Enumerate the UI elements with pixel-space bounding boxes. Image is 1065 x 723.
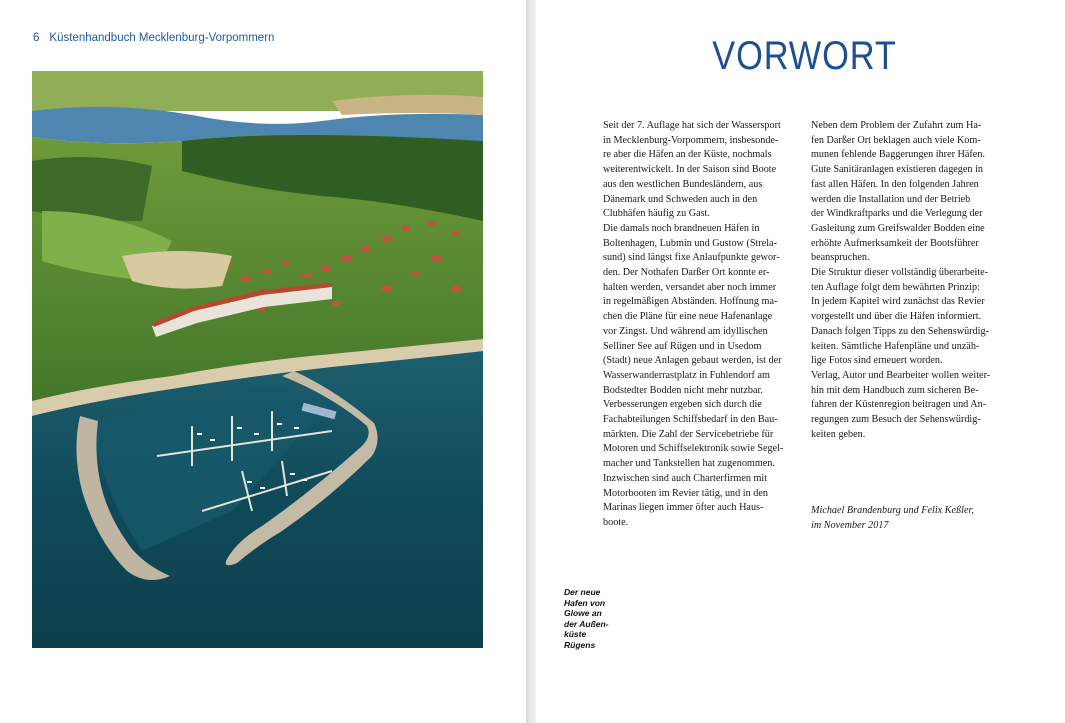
- paragraph: Die Struktur dieser vollständig überarbeite- ten Auflage folgt dem bewährten Prinzip: In jedem Kapitel wird zunächst das Revier vorgestellt und über die Häfen informiert. Danach folgen Tipps zu den Sehenswürdig- keiten. Sämtliche Hafenpläne und unzäh- lige Fotos sind erneuert worden.: [811, 267, 989, 367]
- text-column-right: [811, 119, 1011, 442]
- right-page: [536, 0, 1065, 723]
- photo-caption: Der neue Hafen von Glowe an der Außen- küste Rügens: [564, 587, 609, 650]
- aerial-harbor-photo: [32, 71, 483, 648]
- book-gutter: [526, 0, 536, 723]
- page-number: 6: [33, 32, 40, 44]
- paragraph: Die damals noch brandneuen Häfen in Boltenhagen, Lubmin und Gustow (Strela- sund) sind längst fixe Anlaufpunkte gewor- den. Der Nothafen Darßer Ort konnte er- halten werden, versandet aber noch immer in regelmäßigen Abständen. Hoffnung ma- chen die Pläne für eine neue Hafenanlage vor Zingst. Und während am idyllischen Selliner See auf Rügen und in Usedom (Stadt) neue Anlagen gebaut werden, ist der Wasserwanderrastplatz in Fuhlendorf am Bodstedter Bodden nicht mehr nutzbar. Verbesserungen ergeben sich durch die Fachabteilungen Schiffsbedarf in den Bau- märkten. Die Zahl der Servicebetriebe für Motoren und Schiffselektronik sowie Segel- macher und Tankstellen hat zugenommen. Inzwischen sind auch Charterfirmen mit Motorbooten im Revier tätig, und in den Marinas liegen immer öfter auch Haus- boote.: [603, 222, 784, 528]
- page-title: VORWORT: [712, 34, 897, 78]
- text-column-left: [603, 119, 803, 531]
- running-head-title: Küstenhandbuch Mecklenburg-Vorpommern: [49, 32, 275, 44]
- paragraph: Seit der 7. Auflage hat sich der Wassersport in Mecklenburg-Vorpommern, insbesonde- re aber die Häfen an der Küste, nochmals weiterentwickelt. In der Saison sind Boote aus den westlichen Bundesländern, aus Dänemark und Schweden auch in den Clubhäfen häufig zu Gast.: [603, 120, 781, 220]
- running-head: [33, 32, 274, 44]
- paragraph: Neben dem Problem der Zufahrt zum Ha- fen Darßer Ort beklagen auch viele Kom- munen fehlende Baggerungen ihrer Häfen. Gute Sanitäranlagen existieren dagegen in fast allen Häfen. In den folgenden Jahren werden die Installation und der Betrieb der Windkraftparks und die Verlegung der Gasleitung zum Greifswalder Bodden eine erhöhte Aufmerksamkeit der Bootsführer beanspruchen.: [811, 120, 985, 264]
- paragraph: Verlag, Autor und Bearbeiter wollen weiter- hin mit dem Handbuch zum sicheren Be- fahren der Küstenregion beitragen und An- regungen zum Besuch der Sehenswürdig- keiten geben.: [811, 369, 991, 440]
- left-page: [0, 0, 526, 723]
- signature: Michael Brandenburg und Felix Keßler, im November 2017: [811, 505, 974, 531]
